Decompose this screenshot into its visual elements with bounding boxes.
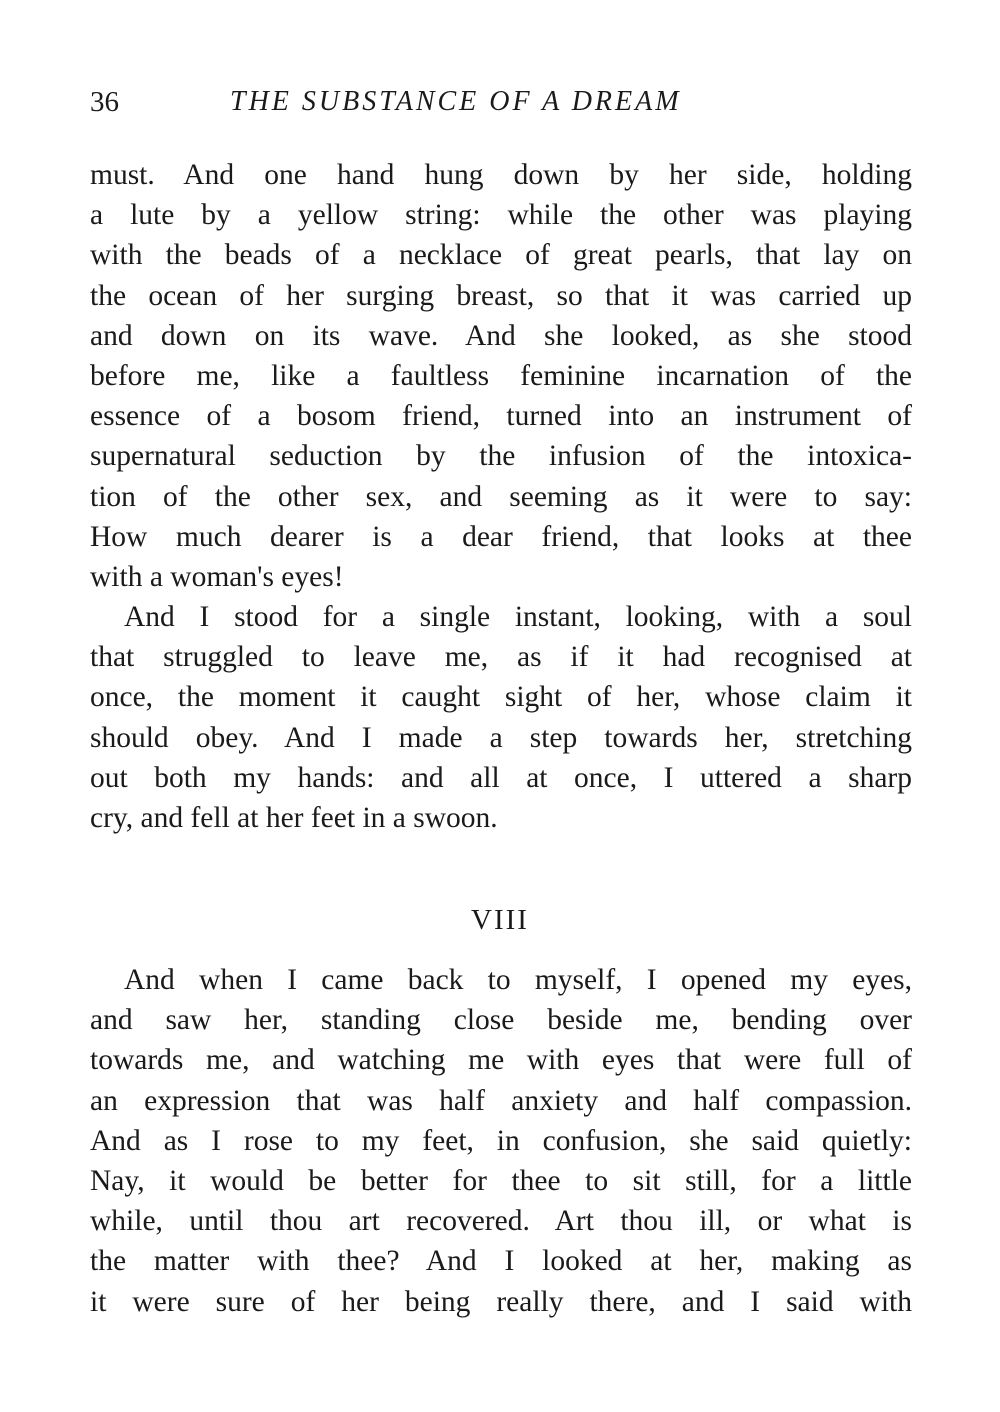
- text-line: with the beads of a necklace of great pearls, that lay on: [90, 239, 912, 272]
- text-line: tion of the other sex, and seeming as it were to say:: [90, 480, 912, 513]
- text-line: And when I came back to myself, I opened my eyes,: [124, 964, 912, 996]
- text-line: And as I rose to my feet, in confusion, she said quietly:: [90, 1124, 912, 1157]
- page-number: 36: [90, 86, 119, 118]
- running-head: THE SUBSTANCE OF A DREAM: [230, 86, 682, 117]
- page-header: [90, 82, 912, 122]
- text-line: cry, and fell at her feet in a swoon.: [90, 802, 498, 834]
- text-line: the matter with thee? And I looked at her, making as: [90, 1245, 912, 1278]
- text-line: And I stood for a single instant, looking, with a soul: [124, 601, 912, 634]
- text-line: an expression that was half anxiety and half compassion.: [90, 1084, 912, 1117]
- text-line: once, the moment it caught sight of her, whose claim it: [90, 681, 912, 714]
- text-line: it were sure of her being really there, and I said with: [90, 1285, 912, 1318]
- text-line: the ocean of her surging breast, so that it was carried up: [90, 279, 912, 312]
- text-line: out both my hands: and all at once, I uttered a sharp: [90, 761, 912, 794]
- body-text-section-viii: [90, 960, 912, 1322]
- text-line: with a woman's eyes!: [90, 560, 344, 593]
- text-line: towards me, and watching me with eyes that were full of: [90, 1044, 912, 1077]
- body-text-continued: [90, 155, 912, 838]
- text-line: a lute by a yellow string: while the other was playing: [90, 199, 912, 232]
- text-line: essence of a bosom friend, turned into an instrument of: [90, 400, 912, 433]
- text-line: How much dearer is a dear friend, that looks at thee: [90, 520, 912, 553]
- section-heading: VIII: [471, 904, 529, 936]
- text-line: supernatural seduction by the infusion of the intoxica-: [90, 440, 912, 473]
- text-line: and down on its wave. And she looked, as she stood: [90, 319, 912, 352]
- text-line: while, until thou art recovered. Art thou ill, or what is: [90, 1205, 912, 1238]
- text-line: must. And one hand hung down by her side, holding: [90, 159, 912, 191]
- text-line: that struggled to leave me, as if it had recognised at: [90, 641, 912, 674]
- text-line: should obey. And I made a step towards her, stretching: [90, 721, 912, 754]
- text-line: Nay, it would be better for thee to sit still, for a little: [90, 1164, 912, 1197]
- text-line: before me, like a faultless feminine incarnation of the: [90, 359, 912, 392]
- text-line: and saw her, standing close beside me, bending over: [90, 1004, 912, 1037]
